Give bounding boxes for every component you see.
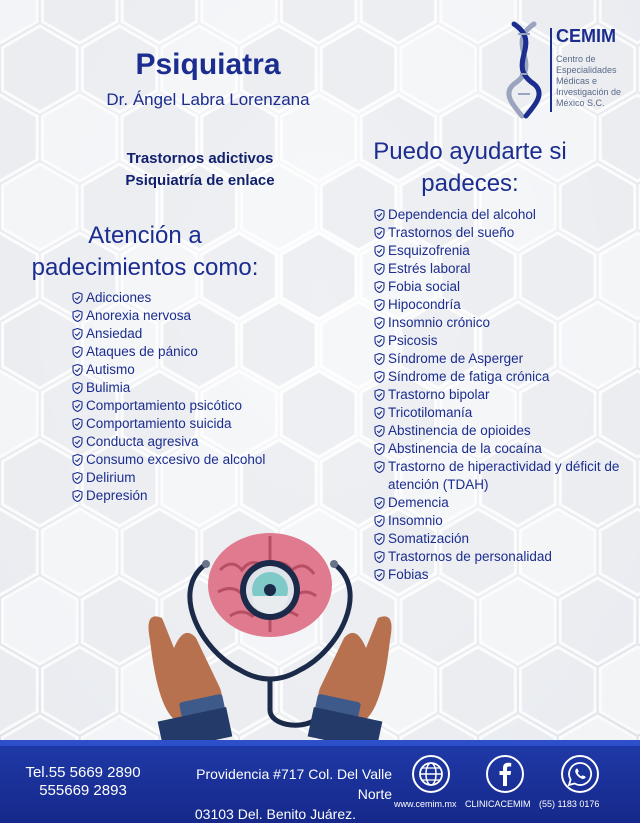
right-heading-line2: padeces: (421, 170, 519, 197)
stethoscope-chestpiece-icon (240, 560, 300, 620)
left-heading (20, 220, 270, 284)
help-item-label: Trastorno de hiperactividad y déficit de atención (TDAH) (388, 459, 620, 492)
shield-bullet-icon (72, 490, 84, 502)
help-item (374, 512, 632, 530)
shield-bullet-icon (374, 497, 386, 509)
help-item-label: Estrés laboral (388, 261, 471, 276)
cemim-logo (500, 20, 630, 120)
help-item-label: Trastorno bipolar (388, 387, 490, 402)
condition-item-label: Ansiedad (86, 326, 143, 341)
help-item (374, 404, 632, 422)
shield-bullet-icon (72, 400, 84, 412)
shield-bullet-icon (374, 425, 386, 437)
left-hand-icon (149, 616, 233, 740)
help-item-label: Síndrome de Asperger (388, 351, 524, 366)
help-item (374, 530, 632, 548)
conditions-list (72, 289, 302, 505)
shield-bullet-icon (374, 263, 386, 275)
help-item-label: Psicosis (388, 333, 438, 348)
condition-item (72, 415, 302, 433)
help-item (374, 296, 632, 314)
help-item (374, 566, 632, 584)
shield-bullet-icon (72, 454, 84, 466)
help-item (374, 242, 632, 260)
shield-bullet-icon (72, 292, 84, 304)
shield-bullet-icon (374, 317, 386, 329)
help-item (374, 206, 632, 224)
page-title: Psiquiatra (135, 48, 281, 81)
help-item-label: Fobia social (388, 279, 461, 294)
help-item-label: Síndrome de fatiga crónica (388, 369, 550, 384)
globe-icon[interactable] (412, 755, 450, 793)
help-item (374, 458, 632, 494)
shield-bullet-icon (374, 371, 386, 383)
phone-block (20, 764, 146, 800)
footer (0, 740, 640, 823)
specialties (90, 148, 310, 192)
website-link[interactable]: www.cemim.mx (394, 799, 457, 809)
facebook-icon[interactable] (486, 755, 524, 793)
condition-item (72, 451, 302, 469)
condition-item (72, 469, 302, 487)
help-item-label: Fobias (388, 567, 429, 582)
help-item-label: Hipocondría (388, 297, 461, 312)
condition-item-label: Comportamiento suicida (86, 416, 232, 431)
help-item-label: Abstinencia de opioides (388, 423, 531, 438)
right-heading-line1: Puedo ayudarte si (373, 138, 567, 165)
condition-item-label: Ataques de pánico (86, 344, 198, 359)
help-item-label: Insomnio crónico (388, 315, 491, 330)
help-item (374, 332, 632, 350)
shield-bullet-icon (374, 389, 386, 401)
condition-item (72, 325, 302, 343)
condition-item-label: Anorexia nervosa (86, 308, 192, 323)
shield-bullet-icon (374, 443, 386, 455)
help-item (374, 350, 632, 368)
left-heading-line2: padecimientos como: (31, 254, 259, 281)
shield-bullet-icon (72, 382, 84, 394)
condition-item-label: Consumo excesivo de alcohol (86, 452, 266, 467)
condition-item-label: Adicciones (86, 290, 152, 305)
help-item-label: Dependencia del alcohol (388, 207, 536, 222)
help-item (374, 440, 632, 458)
whatsapp-icon[interactable] (561, 755, 599, 793)
logo-divider (550, 28, 552, 112)
shield-bullet-icon (374, 209, 386, 221)
help-item (374, 278, 632, 296)
help-list (374, 206, 632, 584)
help-item (374, 260, 632, 278)
address-block (160, 764, 392, 823)
condition-item (72, 397, 302, 415)
help-item (374, 494, 632, 512)
help-item-label: Trastornos de personalidad (388, 549, 552, 564)
shield-bullet-icon (374, 335, 386, 347)
phone-1[interactable]: Tel.55 5669 2890 (25, 764, 141, 781)
condition-item-label: Bulimia (86, 380, 131, 395)
help-item (374, 314, 632, 332)
address-line2: 03103 Del. Benito Juárez. (194, 806, 356, 822)
help-item (374, 386, 632, 404)
shield-bullet-icon (374, 245, 386, 257)
help-item (374, 368, 632, 386)
condition-item (72, 289, 302, 307)
condition-item (72, 343, 302, 361)
condition-item (72, 487, 302, 505)
shield-bullet-icon (72, 472, 84, 484)
help-item-label: Trastornos del sueño (388, 225, 515, 240)
footer-contact-line (394, 799, 640, 809)
help-item-label: Somatización (388, 531, 470, 546)
right-hand-icon (308, 616, 392, 740)
condition-item-label: Depresión (86, 488, 148, 503)
shield-bullet-icon (72, 328, 84, 340)
doctor-name: Dr. Ángel Labra Lorenzana (106, 90, 310, 109)
shield-bullet-icon (72, 418, 84, 430)
condition-item-label: Comportamiento psicótico (86, 398, 243, 413)
condition-item (72, 433, 302, 451)
shield-bullet-icon (374, 227, 386, 239)
help-item (374, 224, 632, 242)
shield-bullet-icon (374, 299, 386, 311)
condition-item-label: Conducta agresiva (86, 434, 199, 449)
specialty-addictive: Trastornos adictivos (126, 150, 274, 167)
right-heading (360, 136, 580, 200)
help-item (374, 422, 632, 440)
shield-bullet-icon (72, 364, 84, 376)
social-handle[interactable]: CLINICACEMIM (465, 799, 531, 809)
phone-2[interactable]: 555669 2893 (39, 782, 127, 799)
specialty-liaison: Psiquiatría de enlace (125, 172, 275, 189)
help-item-label: Abstinencia de la cocaína (388, 441, 542, 456)
condition-item-label: Autismo (86, 362, 135, 377)
help-item (374, 548, 632, 566)
brain-stethoscope-illustration (140, 520, 400, 740)
logo-description: Centro de Especialidades Médicas e Investigación de México S.C. (556, 54, 622, 108)
shield-bullet-icon (72, 436, 84, 448)
shield-bullet-icon (72, 310, 84, 322)
help-item-label: Insomnio (388, 513, 443, 528)
condition-item (72, 379, 302, 397)
address-line1: Providencia #717 Col. Del Valle Norte (196, 766, 392, 802)
condition-item (72, 361, 302, 379)
help-item-label: Demencia (388, 495, 449, 510)
condition-item-label: Delirium (86, 470, 136, 485)
shield-bullet-icon (374, 281, 386, 293)
logo-name: CEMIM (556, 26, 616, 46)
footer-accent-bar (0, 740, 640, 746)
whatsapp-number[interactable]: (55) 1183 0176 (539, 799, 600, 809)
shield-bullet-icon (374, 461, 386, 473)
shield-bullet-icon (374, 353, 386, 365)
help-item-label: Tricotilomanía (388, 405, 473, 420)
help-item-label: Esquizofrenia (388, 243, 470, 258)
left-heading-line1: Atención a (88, 222, 202, 249)
shield-bullet-icon (72, 346, 84, 358)
shield-bullet-icon (374, 407, 386, 419)
dna-helix-icon (500, 20, 548, 120)
condition-item (72, 307, 302, 325)
